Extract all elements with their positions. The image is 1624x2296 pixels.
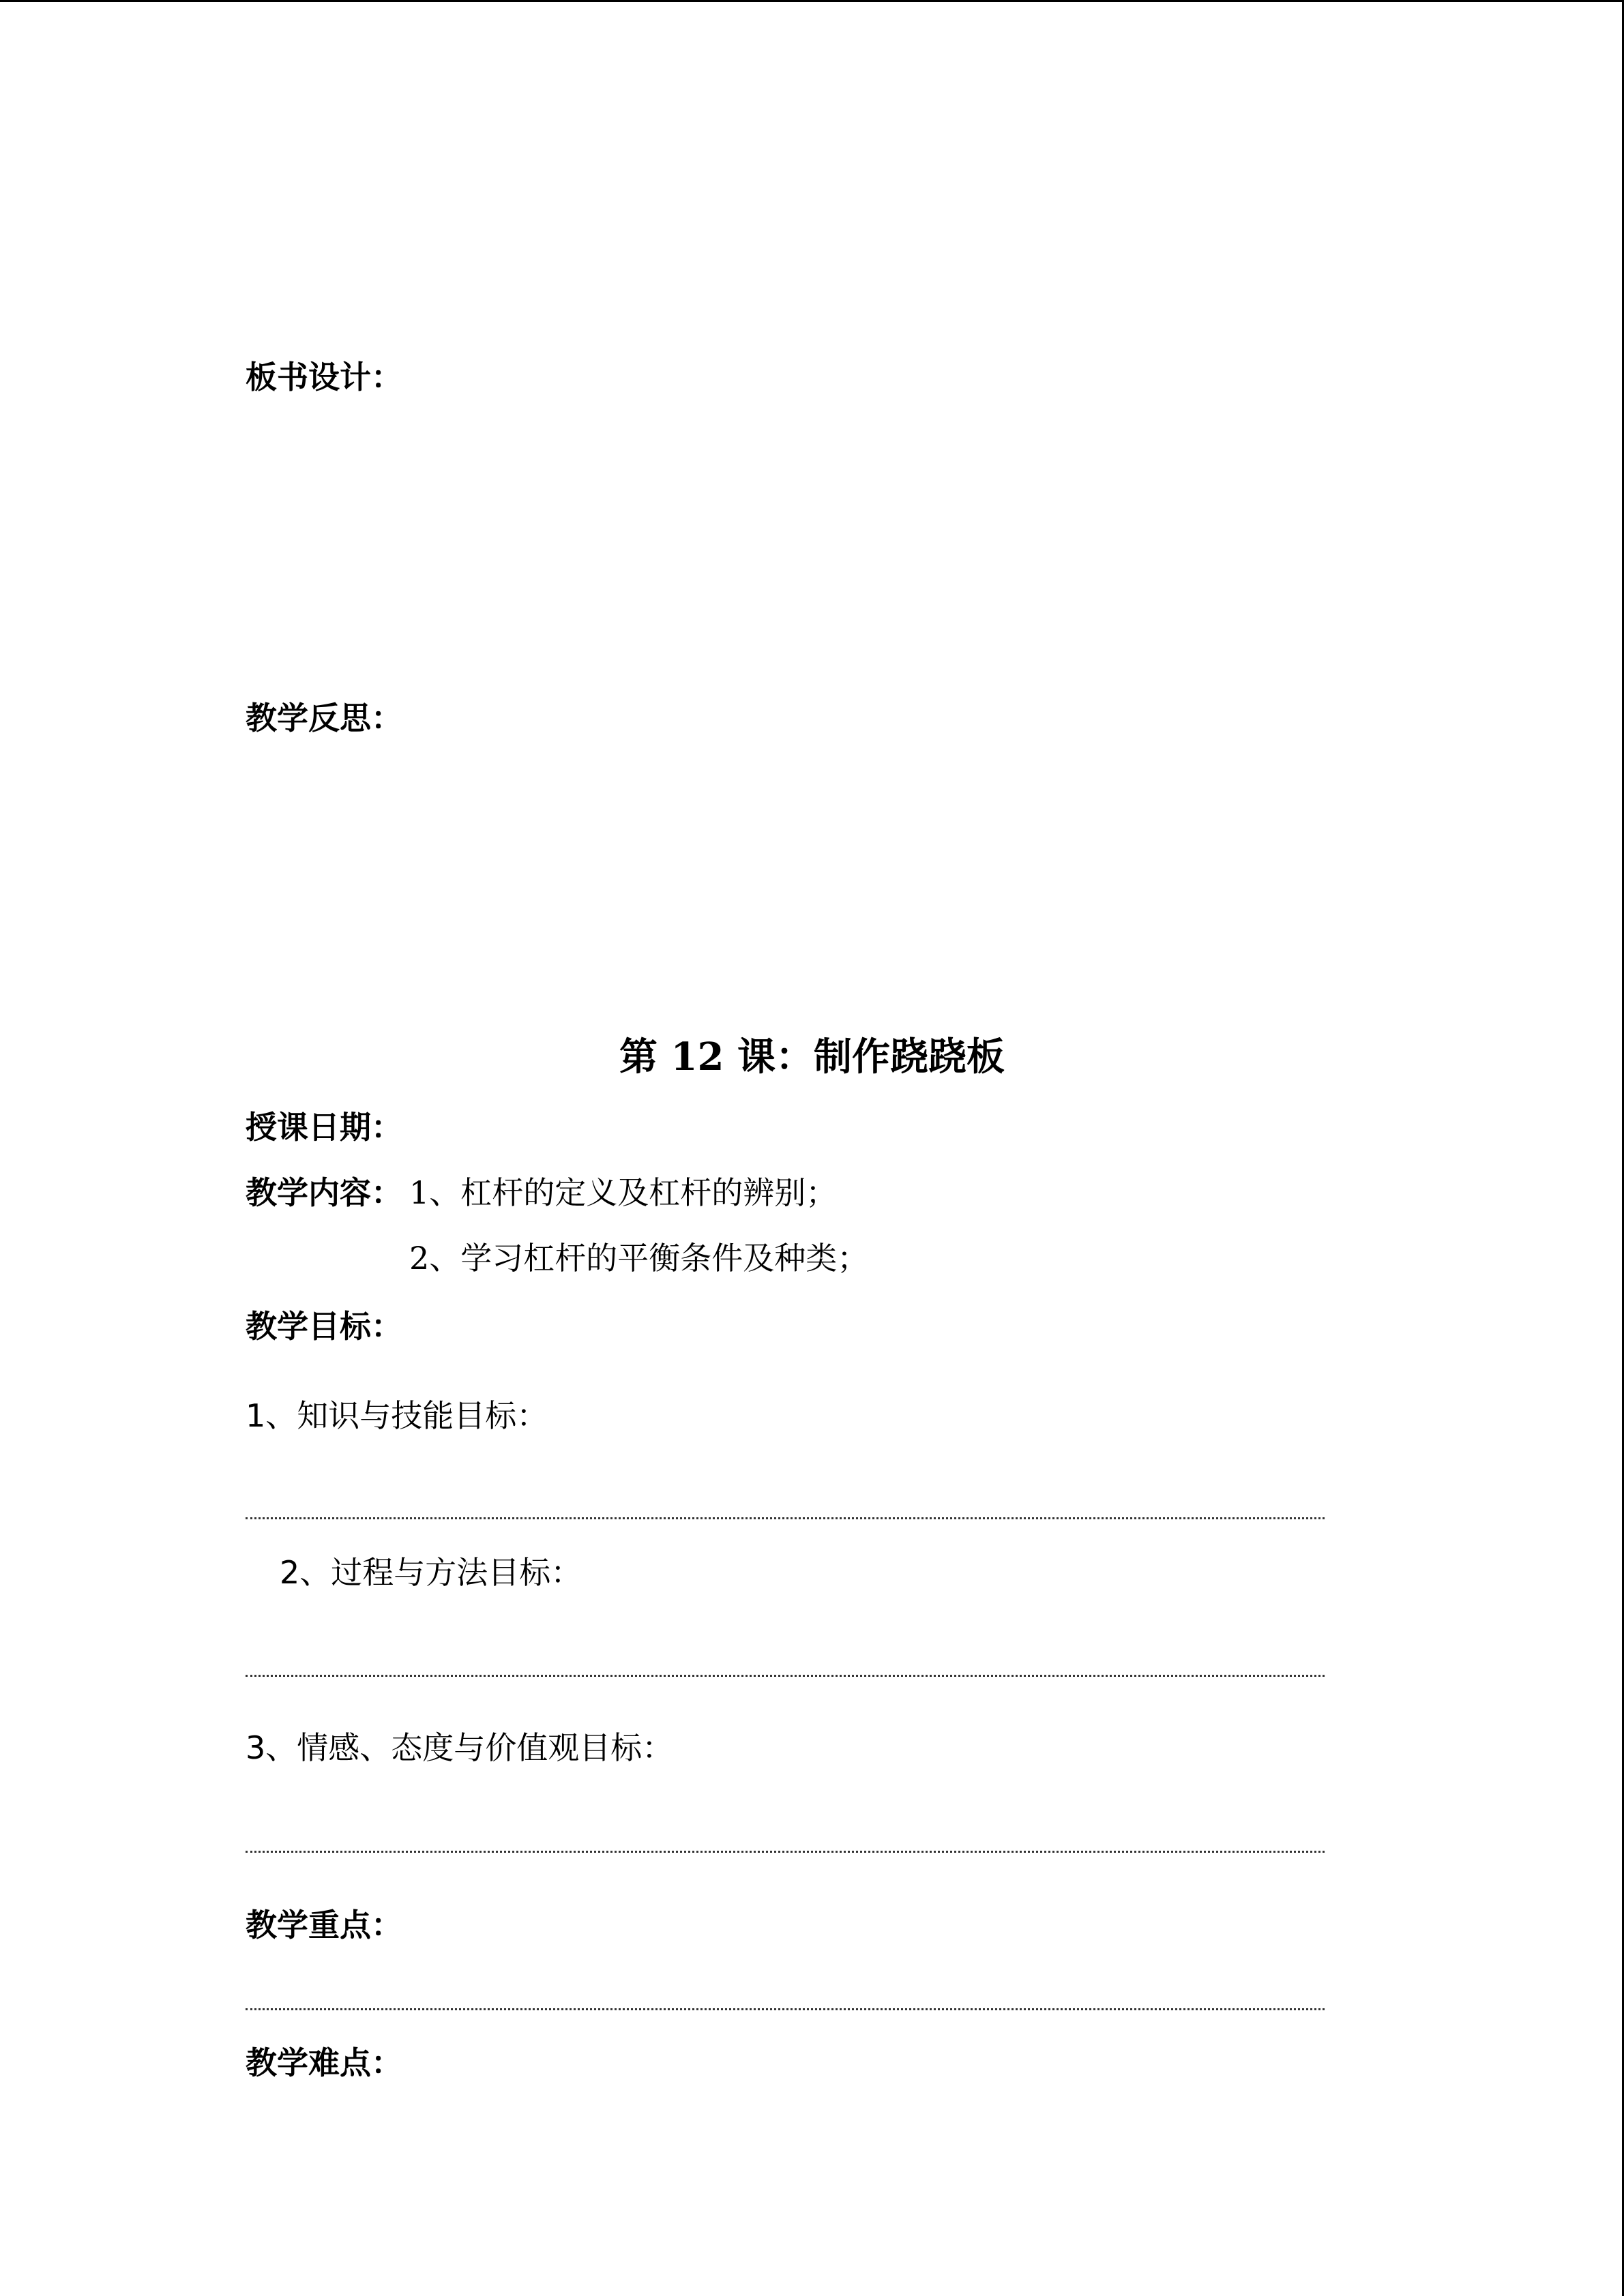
content-item-1: 1、杠杆的定义及杠杆的辨别； [409,1174,838,1211]
objective-process-method: 2、过程与方法目标： [280,1554,582,1591]
board-design-label: 板书设计： [246,359,402,396]
page-top-border [0,0,1624,2]
objective-knowledge-skills: 1、知识与技能目标： [246,1397,548,1434]
dotted-divider [246,1517,1325,1519]
objective-emotion-values: 3、情感、态度与价值观目标： [246,1729,674,1766]
content-label: 教学内容： [246,1174,402,1211]
objectives-label: 教学目标： [246,1308,402,1345]
dotted-divider [246,1675,1325,1677]
content-item-2: 2、学习杠杆的平衡条件及种类； [409,1240,869,1277]
date-label: 授课日期： [246,1109,402,1146]
difficulties-label: 教学难点： [246,2044,402,2081]
dotted-divider [246,2008,1325,2010]
key-points-label: 教学重点： [246,1907,402,1943]
teaching-reflection-label: 教学反思： [246,700,402,736]
dotted-divider [246,1851,1325,1853]
lesson-title: 第 12 课：制作跷跷板 [619,1034,1005,1079]
